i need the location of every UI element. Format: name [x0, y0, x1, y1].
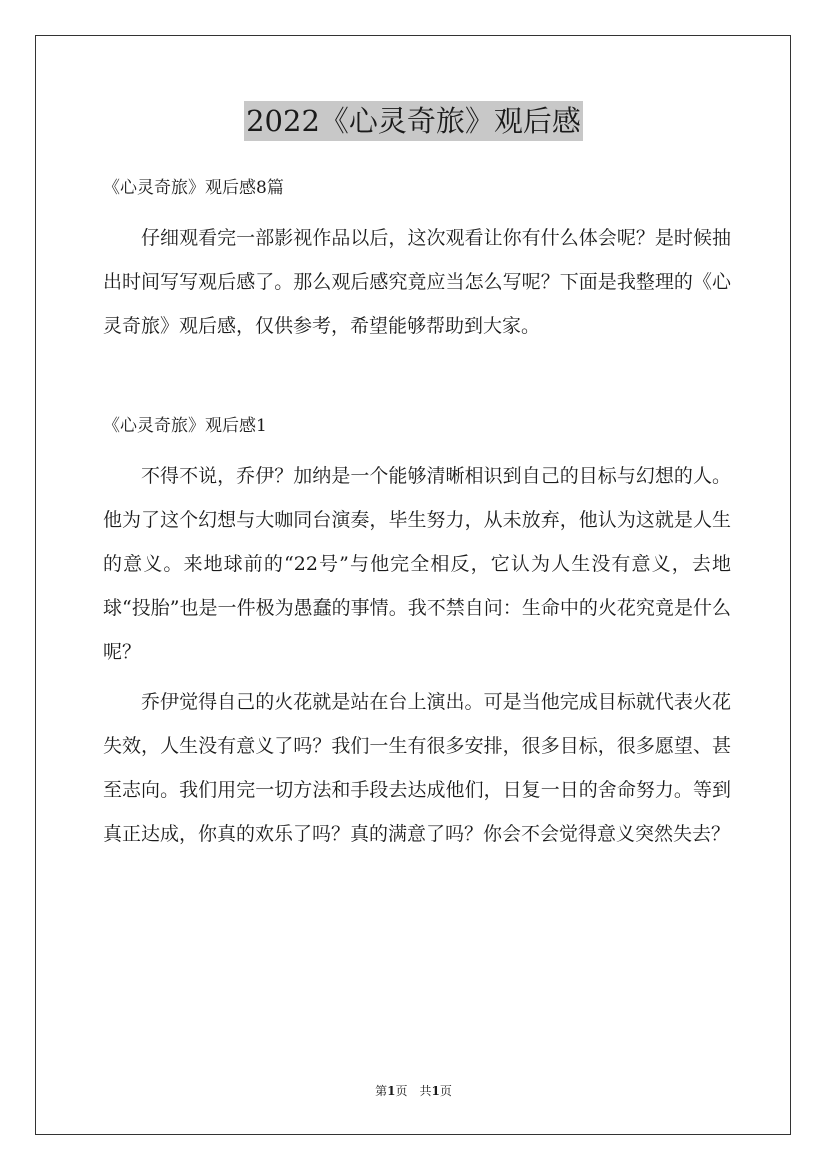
document-title: 2022《心灵奇旅》观后感: [244, 101, 583, 141]
title-wrap: [0, 101, 827, 141]
footer-page-number: 1: [387, 1084, 396, 1098]
page-footer: [0, 1082, 827, 1099]
footer-page-prefix: 第: [375, 1084, 388, 1098]
intro-paragraph: 仔细观看完一部影视作品以后，这次观看让你有什么体会呢？是时候抽出时间写写观后感了。那么观后感究竟应当怎么写呢？下面是我整理的《心灵奇旅》观后感，仅供参考，希望能够帮助到大家。: [103, 227, 731, 337]
body-paragraph: 乔伊觉得自己的火花就是站在台上演出。可是当他完成目标就代表火花失效，人生没有意义了吗？我们一生有很多安排，很多目标，很多愿望、甚至志向。我们用完一切方法和手段去达成他们，日复一日的舍命努力。等到真正达成，你真的欢乐了吗？真的满意了吗？你会不会觉得意义突然失去？: [103, 691, 731, 845]
footer-page-suffix: 页: [439, 1084, 452, 1098]
collection-title: 《心灵奇旅》观后感8篇: [103, 178, 284, 198]
section-heading: 《心灵奇旅》观后感1: [103, 416, 267, 436]
body-paragraph: 不得不说，乔伊？加纳是一个能够清晰相识到自己的目标与幻想的人。他为了这个幻想与大咖同台演奏，毕生努力，从未放弃，他认为这就是人生的意义。来地球前的“22号”与他完全相反，它认为人生没有意义，去地球“投胎”也是一件极为愚蠢的事情。我不禁自问：生命中的火花究竟是什么呢？: [103, 465, 731, 663]
document-body: [103, 174, 731, 856]
footer-page-total: 1: [431, 1084, 440, 1098]
footer-page-mid: 页 共: [395, 1084, 432, 1098]
